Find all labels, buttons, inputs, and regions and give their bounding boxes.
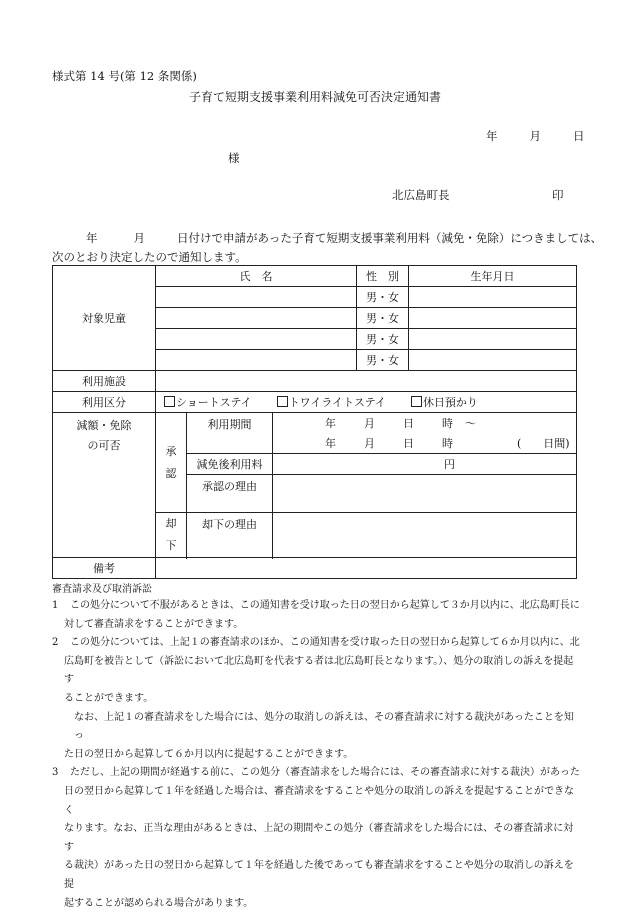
issuer-name: 北広島町長 xyxy=(392,188,450,202)
intro-month: 月 xyxy=(133,231,145,245)
reject-reason-label: 却下の理由 xyxy=(187,513,273,558)
date-month: 月 xyxy=(529,129,541,143)
reduction-label: 減額・免除 の可否 xyxy=(53,413,156,558)
approve-reason-value[interactable] xyxy=(273,475,577,513)
checkbox-icon[interactable] xyxy=(411,396,422,407)
category-option-twilight-stay[interactable]: トワイライトステイ xyxy=(277,396,386,409)
child-birth-cell[interactable] xyxy=(409,329,577,350)
form-number: 様式第 14 号(第 12 条関係) xyxy=(52,69,197,83)
period-end-cell[interactable]: 年 月 日 時 ( 日間) xyxy=(273,433,577,454)
period-days: ( 日間) xyxy=(517,437,570,450)
category-label: 利用区分 xyxy=(53,392,156,413)
intro-line1: 日付けで申請があった子育て短期支援事業利用料（減免・免除）につきましては、 xyxy=(177,231,603,245)
reject-label: 却 下 xyxy=(156,513,187,558)
intro-paragraph xyxy=(52,229,603,267)
remarks-label: 備考 xyxy=(53,558,156,579)
checkbox-icon[interactable] xyxy=(164,396,175,407)
period-start-cell[interactable]: 年 月 日 時 ～ xyxy=(273,413,577,434)
reject-reason-value[interactable] xyxy=(273,513,577,558)
category-option-short-stay[interactable]: ショートステイ xyxy=(164,396,252,409)
facility-label: 利用施設 xyxy=(53,371,156,392)
intro-line2: 次のとおり決定したので通知します。 xyxy=(52,250,247,264)
col-sex-header: 性 別 xyxy=(357,266,409,287)
note-1: 1 この処分について不服があるときは、この通知書を受け取った日の翌日から起算して３か月以内に、北広島町長に xyxy=(52,600,580,611)
approve-label: 承 認 xyxy=(156,413,187,513)
decision-table xyxy=(52,265,577,579)
facility-value[interactable] xyxy=(156,371,577,392)
child-birth-cell[interactable] xyxy=(409,287,577,308)
period-label: 利用期間 xyxy=(187,413,273,454)
fee-after-label: 減免後利用料 xyxy=(187,454,273,475)
col-name-header: 氏 名 xyxy=(156,266,357,287)
child-name-cell[interactable] xyxy=(156,287,357,308)
intro-year: 年 xyxy=(86,231,98,245)
child-birth-cell[interactable] xyxy=(409,350,577,371)
issue-date xyxy=(486,128,585,144)
child-sex-cell[interactable]: 男・女 xyxy=(357,329,409,350)
child-sex-cell[interactable]: 男・女 xyxy=(357,350,409,371)
col-birth-header: 生年月日 xyxy=(409,266,577,287)
notes-heading: 審査請求及び取消訴訟 xyxy=(52,584,152,595)
notes-body: 1 この処分について不服があるときは、この通知書を受け取った日の翌日から起算して３か月以内に、北広島町長に 対して審査請求をすることができます。 2 この処分については、上記１の審査請求のほか、この通知書を受け取った日の翌日から起算して６か月以内に、北 広島町を被告として（訴訟において北広島町を代表する者は北広島町長となります。）、処分の取消しの訴えを提起す ることができます。 なお、上記１の審査請求をした場合には、処分の取消しの訴えは、その審査請求に対する裁決があったことを知っ た日の翌日から起算して６か月以内に提起することができます。 3 ただし、上記の期間が経過する前に、この処分（審査請求をした場合には、その審査請求に対する裁決）があった 日の翌日から起算して１年を経過した場合は、審査請求をすることや処分の取消しの訴えを提起することができなく なります。なお、正当な理由があるときは、上記の期間やこの処分（審査請求をした場合には、その審査請求に対す る裁決）があった日の翌日から起算して１年を経過した後であっても審査請求をすることや処分の取消しの訴えを提 起することが認められる場合があります。 xyxy=(52,597,582,913)
category-options xyxy=(156,392,577,413)
note-2: 2 この処分については、上記１の審査請求のほか、この通知書を受け取った日の翌日から起算して６か月以内に、北 xyxy=(52,637,580,649)
addressee-suffix: 様 xyxy=(228,151,240,165)
seal-mark: 印 xyxy=(552,188,564,202)
child-birth-cell[interactable] xyxy=(409,308,577,329)
remarks-value[interactable] xyxy=(156,558,577,579)
child-sex-cell[interactable]: 男・女 xyxy=(357,308,409,329)
child-name-cell[interactable] xyxy=(156,308,357,329)
note-3: 3 ただし、上記の期間が経過する前に、この処分（審査請求をした場合には、その審査請求に対する裁決）があった xyxy=(52,767,580,779)
child-name-cell[interactable] xyxy=(156,350,357,371)
checkbox-icon[interactable] xyxy=(277,396,288,407)
document-title: 子育て短期支援事業利用料減免可否決定通知書 xyxy=(188,90,441,104)
target-child-label: 対象児童 xyxy=(53,266,156,371)
fee-after-value[interactable]: 円 xyxy=(273,454,577,475)
date-day: 日 xyxy=(573,129,585,143)
category-option-holiday-care[interactable]: 休日預かり xyxy=(411,396,478,409)
child-name-cell[interactable] xyxy=(156,329,357,350)
approve-reason-label: 承認の理由 xyxy=(187,475,273,513)
date-year: 年 xyxy=(486,129,498,143)
child-sex-cell[interactable]: 男・女 xyxy=(357,287,409,308)
